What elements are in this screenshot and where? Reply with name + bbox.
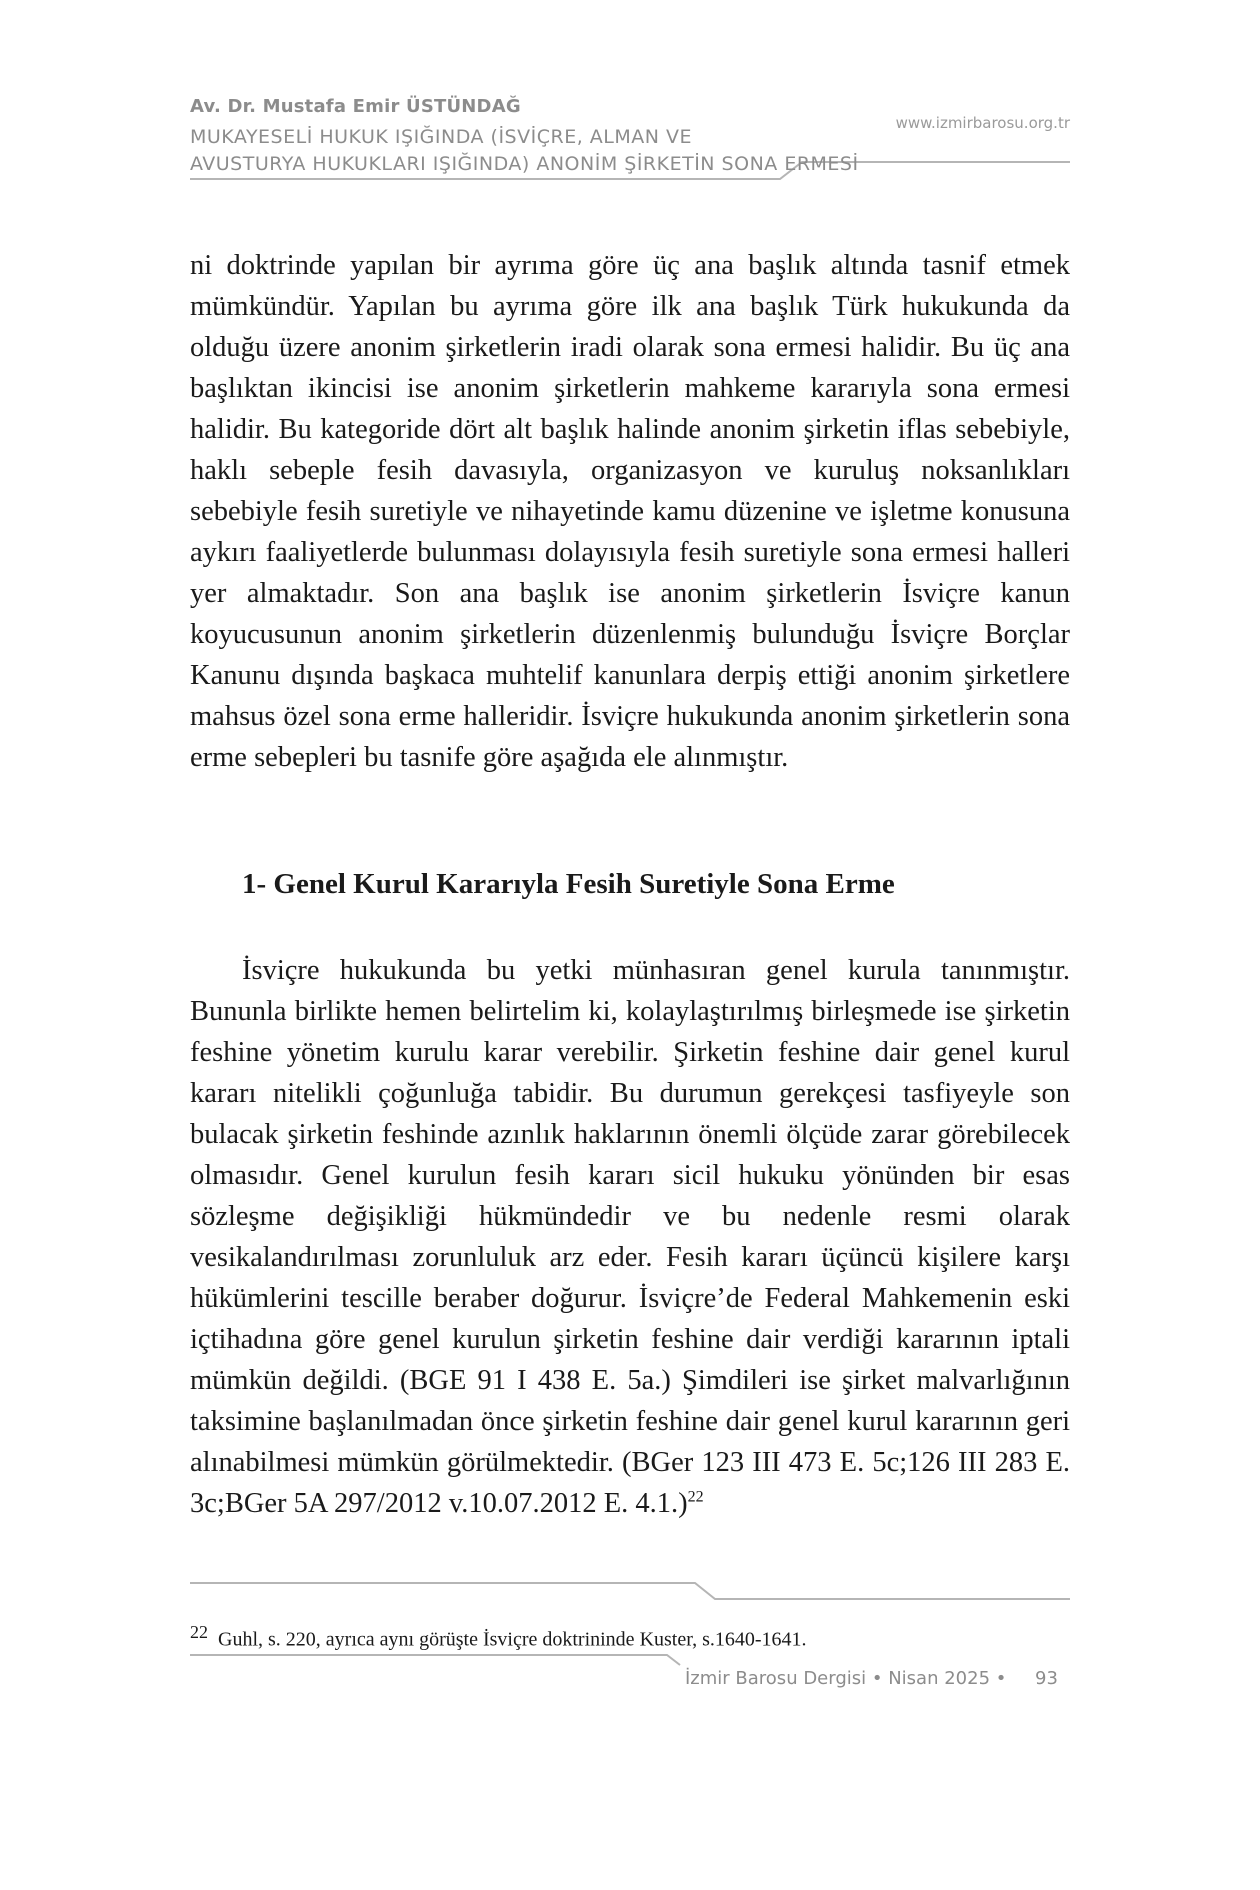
body-paragraph-2-text: İsviçre hukukunda bu yetki münhasıran genel kurula tanınmıştır. Bununla birlikte hemen belirtelim ki, kolaylaştırılmış birleşmede ise şirketin feshine yönetim kurulu karar verebilir. Şirketin feshine dair genel kurul kararı nitelikli çoğunluğa tabidir. Bu durumun gerekçesi tasfiyeyle son bulacak şirketin feshinde azınlık haklarının önemli ölçüde zarar görebilecek olmasıdır. Genel kurulun fesih kararı sicil hukuku yönünden bir esas sözleşme değişikliği hükmündedir ve bu nedenle resmi olarak vesikalandırılması zorunluluk arz eder. Fesih kararı üçüncü kişilere karşı hükümlerini tescille beraber doğurur. İsviçre’de Federal Mahkemenin eski içtihadına göre genel kurulun şirketin feshine dair verdiği kararının iptali mümkün değildi. (BGE 91 I 438 E. 5a.) Şimdileri ise şirket malvarlığının taksimine başlanılmadan önce şirketin feshine dair genel kurul kararının geri alınabilmesi mümkün görülmektedir. (BGer 123 III 473 E. 5c;126 III 283 E. 3c;BGer 5A 297/2012 v.10.07.2012 E. 4.1.) [190, 955, 1070, 1519]
page-header [190, 96, 1070, 186]
footnote-number: 22 [190, 1622, 208, 1642]
article-title-line-1: MUKAYESELİ HUKUK IŞIĞINDA (İSVİÇRE, ALMAN VE [190, 126, 693, 148]
author-name: Av. Dr. Mustafa Emir ÜSTÜNDAĞ [190, 96, 521, 117]
journal-name: İzmir Barosu Dergisi • Nisan 2025 • [685, 1668, 1007, 1689]
footnote-reference: 22 [687, 1488, 704, 1506]
article-title-line-2: AVUSTURYA HUKUKLARI IŞIĞINDA) ANONİM ŞİRKETİN SONA ERMESİ [190, 153, 859, 175]
page-number: 93 [1035, 1668, 1058, 1689]
website-url: www.izmirbarosu.org.tr [895, 114, 1070, 132]
footnote-divider-line [190, 1580, 1070, 1610]
footnote-text: Guhl, s. 220, ayrıca aynı görüşte İsviçre doktrininde Kuster, s.1640-1641. [218, 1628, 807, 1651]
body-paragraph-2 [190, 950, 1070, 1524]
body-paragraph-1: ni doktrinde yapılan bir ayrıma göre üç ana başlık altında tasnif etmek mümkündür. Yapılan bu ayrıma göre ilk ana başlık Türk hukukunda da olduğu üzere anonim şirketlerin iradi olarak sona ermesi halidir. Bu üç ana başlıktan ikincisi ise anonim şirketlerin mahkeme kararıyla sona ermesi halidir. Bu kategoride dört alt başlık halinde anonim şirketin iflas sebebiyle, haklı sebeple fesih davasıyla, organizasyon ve kuruluş noksanlıkları sebebiyle fesih suretiyle ve nihayetinde kamu düzenine ve işletme konusuna aykırı faaliyetlerde bulunması dolayısıyla fesih suretiyle sona ermesi halleri yer almaktadır. Son ana başlık ise anonim şirketlerin İsviçre kanun koyucusunun anonim şirketlerin düzenlenmiş bulunduğu İsviçre Borçlar Kanunu dışında başkaca muhtelif kanunlara derpiş ettiği anonim şirketlere mahsus özel sona erme halleridir. İsviçre hukukunda anonim şirketlerin sona erme sebepleri bu tasnife göre aşağıda ele alınmıştır. [190, 250, 1070, 773]
section-heading: 1- Genel Kurul Kararıyla Fesih Suretiyle Sona Erme [242, 868, 895, 900]
body-text-section-1 [190, 245, 1070, 778]
body-text-section-2 [190, 950, 1070, 1524]
article-title [190, 124, 910, 178]
page-footer [190, 1650, 1070, 1700]
footnote [190, 1622, 1070, 1652]
